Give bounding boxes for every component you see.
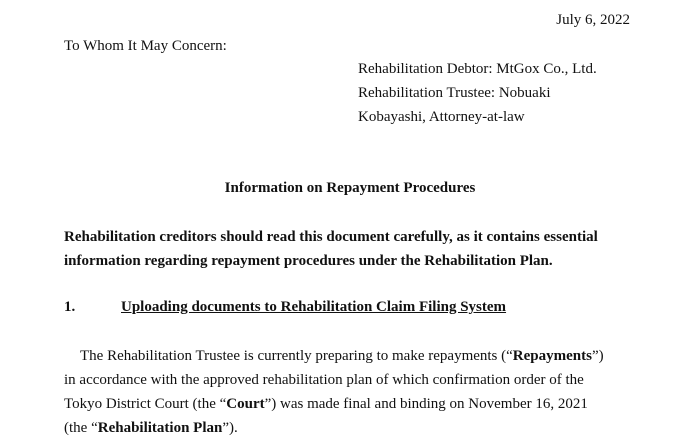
defined-term-court: Court [226, 396, 265, 412]
salutation: To Whom It May Concern: [64, 38, 227, 54]
paragraph-text: Tokyo District Court (the “ [64, 396, 227, 412]
paragraph-line-1 [80, 348, 604, 365]
paragraph-text: ”) was made final and binding on November 16, 2021 [264, 396, 588, 412]
paragraph-line-3 [64, 396, 588, 413]
defined-term-repayments: Repayments [512, 348, 592, 364]
sender-debtor: Rehabilitation Debtor: MtGox Co., Ltd. [358, 61, 597, 77]
section-title: Uploading documents to Rehabilitation Claim Filing System [121, 299, 507, 315]
section-heading [64, 299, 506, 316]
paragraph-text: (the “ [64, 420, 98, 436]
sender-trustee-title: Kobayashi, Attorney-at-law [358, 109, 525, 125]
notice-line-1: Rehabilitation creditors should read this document carefully, as it contains essential [64, 229, 598, 245]
letter-date: July 6, 2022 [556, 12, 630, 28]
defined-term-rehabilitation-plan: Rehabilitation Plan [97, 420, 223, 436]
paragraph-line-4 [64, 420, 238, 437]
paragraph-text: ”). [222, 420, 238, 436]
paragraph-line-2: in accordance with the approved rehabilitation plan of which confirmation order of the [64, 372, 584, 388]
paragraph-text: The Rehabilitation Trustee is currently preparing to make repayments (“ [80, 348, 513, 364]
notice-line-2: information regarding repayment procedures under the Rehabilitation Plan. [64, 253, 553, 269]
section-number: 1. [64, 299, 76, 315]
paragraph-text: ”) [591, 348, 604, 364]
sender-trustee: Rehabilitation Trustee: Nobuaki [358, 85, 551, 101]
document-title: Information on Repayment Procedures [224, 180, 476, 196]
